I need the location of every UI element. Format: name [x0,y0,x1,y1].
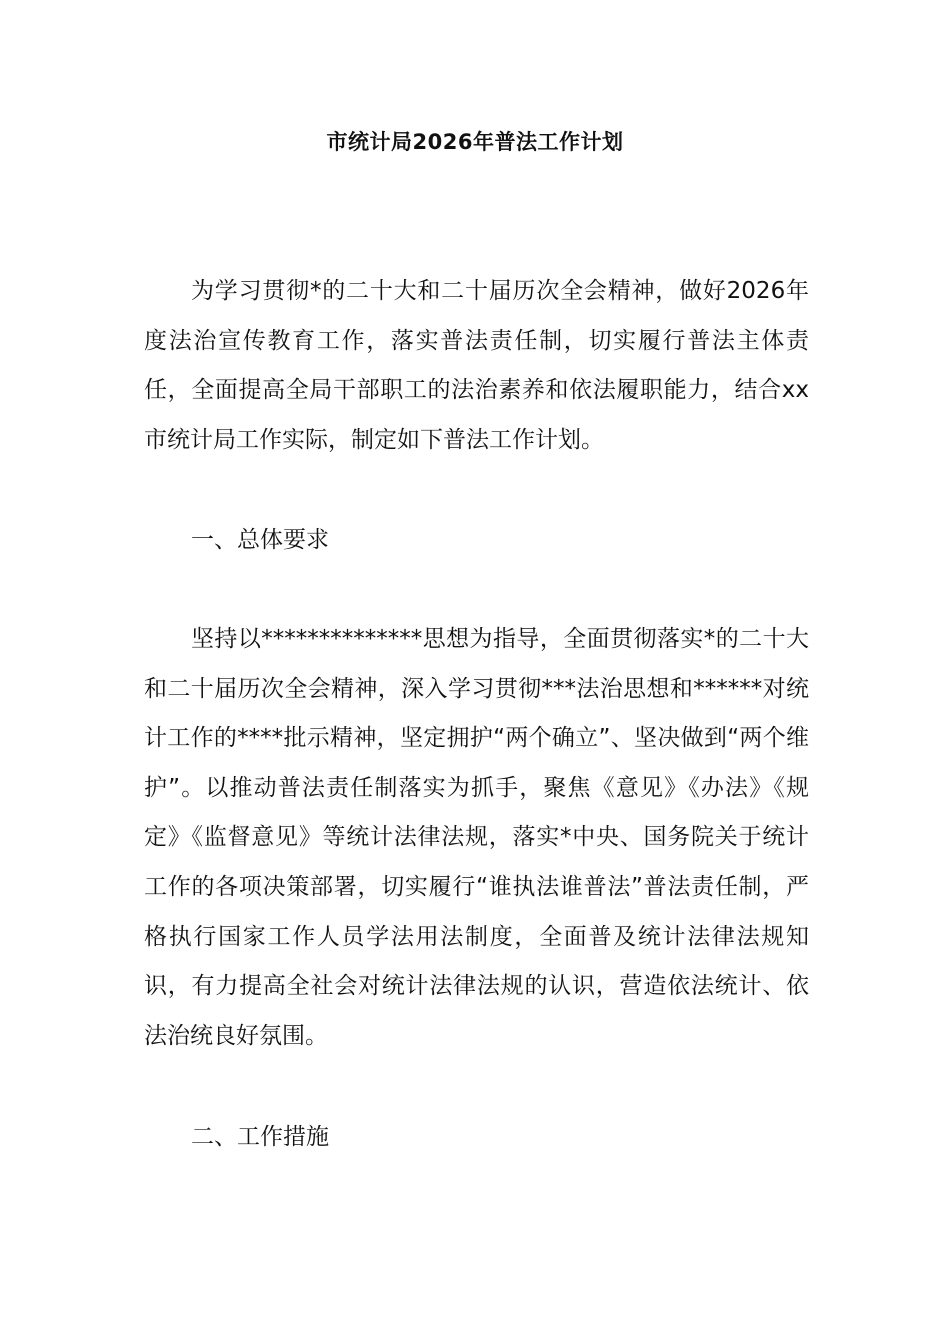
document-title: 市统计局2026年普法工作计划 [326,130,624,154]
section-heading-general-requirements: 一、总体要求 [191,527,329,553]
section-heading-work-measures: 二、工作措施 [191,1124,329,1150]
general-requirements-paragraph: 坚持以**************思想为指导，全面贯彻落实*的二十大和二十届历次全会精神，深入学习贯彻***法治思想和******对统计工作的****批示精神，坚定拥护“两个确立”、坚决做到“两个维护”。以推动普法责任制落实为抓手，聚焦《意见》《办法》《规定》《监督意见》等统计法律法规，落实*中央、国务院关于统计工作的各项决策部署，切实履行“谁执法谁普法”普法责任制，严格执行国家工作人员学法用法制度，全面普及统计法律法规知识，有力提高全社会对统计法律法规的认识，营造依法统计、依法治统良好氛围。 [144,626,809,1049]
intro-paragraph: 为学习贯彻*的二十大和二十届历次全会精神，做好2026年度法治宣传教育工作，落实普法责任制，切实履行普法主体责任，全面提高全局干部职工的法治素养和依法履职能力，结合xx市统计局工作实际，制定如下普法工作计划。 [144,278,809,453]
